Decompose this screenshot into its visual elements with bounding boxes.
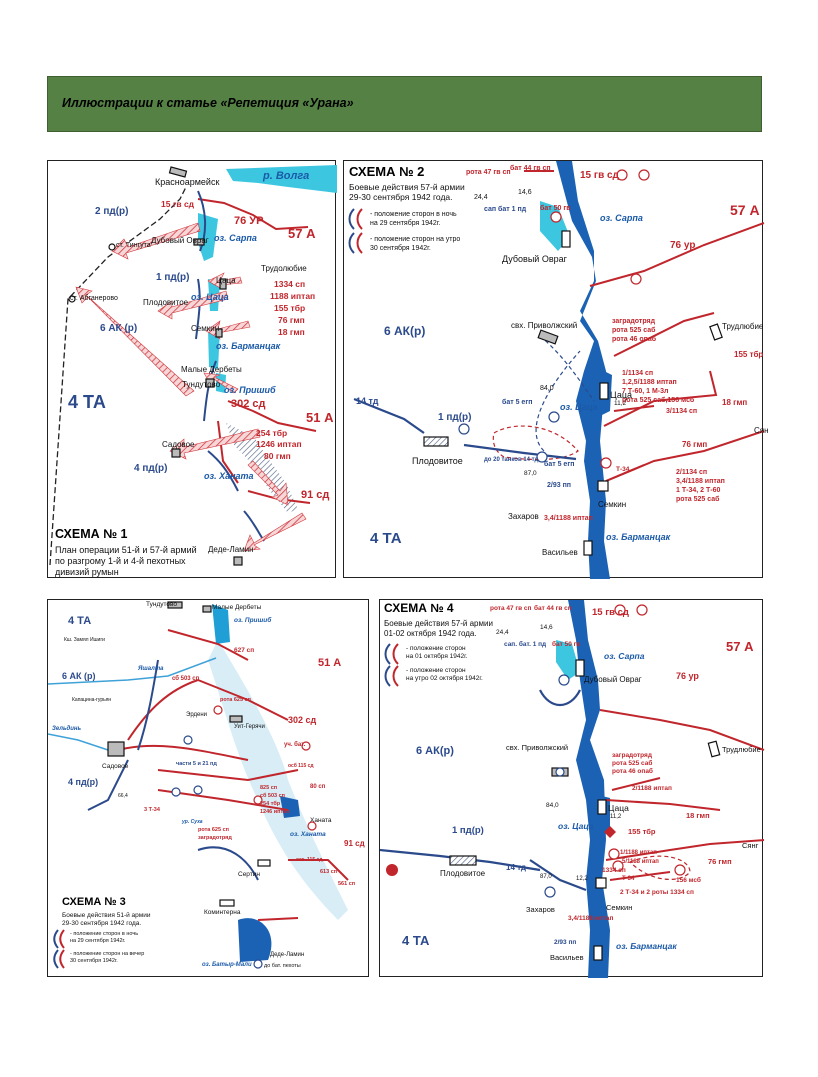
label-51a-3: 51 А [318, 657, 342, 669]
label-zagrad4-2: рота 525 саб [612, 760, 653, 767]
legend-arc-4a [386, 644, 391, 664]
scheme-3-legend-2b: 30 сентября 1942г. [70, 958, 118, 964]
label-4pd-3: 4 пд(р) [68, 777, 99, 787]
scheme-1-caption-3: дивизий румын [55, 567, 119, 577]
label-2-1188: 2/1188 иптап [632, 785, 672, 792]
label-6ak: 6 АК (р) [100, 323, 138, 334]
label-t34-2: Т-34 [616, 466, 630, 473]
label-semkin: Семкин [191, 324, 220, 333]
label-zelyonka: Зельдинь [52, 726, 82, 732]
line-76ur-4 [600, 710, 764, 750]
label-6ak-3: 6 АК (р) [62, 671, 96, 681]
river-zel [48, 734, 108, 750]
legend-arc-3b [60, 930, 64, 948]
label-zagrad-1: заградотряд [612, 318, 656, 325]
scheme-2-caption-1: Боевые действия 57-й армии [349, 182, 465, 192]
label-plodovitoe-4: Плодовитое [440, 869, 486, 878]
scheme-2-map [343, 160, 769, 578]
label-zakharov-4: Захаров [526, 905, 555, 914]
town-dubovy-4 [576, 660, 584, 676]
label-4ta-2: 4 ТА [370, 530, 402, 547]
legend-arc-2r [358, 233, 363, 253]
label-barmantsak-2: оз. Барманцак [606, 532, 671, 542]
legend-arc-2 [350, 233, 355, 253]
scheme-4-map [379, 599, 763, 977]
scheme-4-title: СХЕМА № 4 [384, 601, 454, 615]
town-trud [710, 324, 722, 340]
label-6ak-4: 6 АК(р) [416, 745, 454, 757]
label-sadovoe-3: Садовое [102, 763, 129, 770]
label-rota625: рота 625 сп [220, 697, 251, 703]
label-bat44: бат 44 гв сп [510, 165, 551, 172]
article-banner [47, 76, 762, 132]
label-bat5b: бат 5 егп [544, 461, 575, 468]
label-prishib-3: оз. Пришиб [234, 617, 272, 624]
legend-arc-1 [350, 209, 355, 229]
red-markers-4 [386, 826, 616, 876]
label-bat44-4: бат 44 гв сп [534, 605, 572, 612]
label-rota47-4: рота 47 гв сп [490, 605, 532, 612]
label-syan-4: Сянг [742, 841, 759, 850]
label-prishib: оз. Пришиб [224, 385, 276, 395]
label-tundutovo-3: Тундутово [146, 601, 178, 608]
label-krasnoarmeysk: Красноармейск [155, 177, 220, 187]
scheme-3-caption-2: 29-30 сентября 1942 года. [62, 920, 142, 927]
label-561sp: 561 сп [338, 881, 356, 887]
town-krasnoarmeysk [169, 167, 186, 177]
label-91sd: 91 сд [301, 489, 330, 501]
label-dubovy-4: Дубовый Овраг [584, 675, 642, 684]
blue-units-2 [459, 412, 559, 462]
blue-attacks-4 [380, 690, 586, 890]
label-malye-3: Малые Дербеты [212, 604, 262, 611]
scheme-3-title: СХЕМА № 3 [62, 896, 126, 908]
label-osk115b: оск. 115 сд [296, 857, 323, 863]
label-293pp: 2/93 пп [547, 482, 572, 489]
label-76gmp: 76 гмп [278, 315, 305, 325]
label-sadovoe: Садовое [162, 440, 195, 449]
label-1246iptap: 1246 иптап [256, 439, 302, 449]
label-h146: 14,6 [518, 189, 532, 196]
town-dede [234, 557, 242, 565]
label-tinguta: ст. Тингута [116, 242, 151, 249]
label-iptap34: 3,4/1188 иптап [544, 515, 593, 522]
label-156msb: 156 мсб [676, 877, 701, 884]
attack-sb503 [128, 680, 198, 740]
label-155tbr-4: 155 тбр [628, 827, 656, 836]
legend-arc-3c [54, 950, 58, 968]
scheme-3-caption-1: Боевые действия 51-й армии [62, 912, 151, 919]
marker-tinguta [109, 244, 115, 250]
scheme-1-title: СХЕМА № 1 [55, 527, 128, 541]
label-uit: Уит-Герячи [234, 724, 265, 730]
town-privolzh [538, 330, 558, 344]
label-zakharov: Захаров [508, 512, 539, 521]
legend-arc-3d [60, 950, 64, 968]
label-h840-4: 84,0 [546, 802, 559, 809]
front-dede [258, 918, 298, 920]
label-h146-4: 14,6 [540, 624, 553, 631]
label-15gvsd: 15 гв сд [161, 199, 195, 209]
scheme-3-map [47, 599, 369, 977]
label-4ta-3: 4 ТА [68, 615, 92, 627]
label-bat50: бат 50 гв [540, 205, 571, 212]
label-80gmp: 80 гмп [264, 451, 291, 461]
label-h870-4: 87,0 [540, 874, 552, 880]
scheme-4-legend-2a: - положение сторон [406, 667, 466, 674]
label-grp1134-4: рота 525 саб,156 мсб [622, 397, 695, 404]
town-vasiliev [584, 541, 592, 555]
town-semkin-4 [596, 878, 606, 888]
scheme-2-legend-2b: 30 сентября 1942г. [370, 245, 431, 252]
town-sertin [258, 860, 270, 866]
label-155tbr: 155 тбр [274, 303, 306, 313]
label-80sp: 80 сп [310, 784, 326, 790]
label-trudolyubie: Трудолюбие [261, 264, 307, 273]
label-4ta-4: 4 ТА [402, 933, 430, 948]
scheme-3-legend-2a: - положение сторон на вечер [70, 951, 145, 957]
legend-arc-4d [394, 666, 399, 686]
label-zagrad3-1: рота 625 сп [198, 827, 229, 833]
label-tanks-4: 2 Т-34 и 2 роты 1334 сп [620, 889, 694, 896]
label-uch: уч. бат. [284, 742, 306, 748]
town-plodovitoe-2 [424, 437, 448, 446]
label-infbat: до бат. пехоты [264, 963, 301, 969]
label-h246-4: 24,4 [496, 629, 509, 636]
label-h664: 66,4 [118, 793, 128, 799]
label-91sd-3: 91 сд [344, 839, 365, 848]
label-tsatsa-village: Цаца [216, 276, 236, 285]
label-grp2-3: 1 Т-34, 2 Т-60 [676, 487, 721, 494]
front-6ak [138, 660, 158, 750]
label-18gmp-4: 18 гмп [686, 811, 710, 820]
label-sarpa: оз. Сарпа [214, 233, 257, 243]
light-water [208, 640, 348, 920]
label-grp1134-1: 1/1134 сп [622, 370, 654, 377]
label-gursha: Капацина-гурьян [72, 697, 112, 703]
lake-batyr [238, 918, 271, 962]
label-sarpa-2: оз. Сарпа [600, 213, 643, 223]
scheme-1-map [47, 160, 336, 578]
label-tsatsa-4: оз. Цаца [558, 821, 594, 831]
label-1-1188: 1/1188 иптап [620, 850, 657, 856]
label-abganerovo: ст. Абганерово [70, 295, 118, 302]
town-plodovitoe-4 [450, 856, 476, 865]
label-privolzh: свх. Приволжский [511, 321, 578, 330]
label-zagrad-2: рота 525 саб [612, 327, 656, 334]
label-5-1188: 5/1188 иптап [622, 859, 659, 865]
label-h112-4: 11,2 [610, 814, 622, 820]
label-vasiliev: Васильев [542, 548, 578, 557]
label-3t34: 3 Т-34 [144, 807, 160, 813]
label-syan: Сян [754, 426, 769, 435]
scheme-4-caption-2: 01-02 октября 1942 года. [384, 629, 477, 638]
label-khanata-3: оз. Ханата [290, 831, 326, 838]
town-malye-3 [203, 606, 211, 612]
label-57a-2: 57 А [730, 202, 760, 218]
label-grp2-1: 2/1134 сп [676, 469, 708, 476]
label-tsatsa-v-2: Цаца [610, 390, 633, 400]
label-sertin: Сертин [238, 871, 260, 878]
label-15gvsd-2: 15 гв сд [580, 170, 619, 181]
label-zagrad4-3: рота 46 опаб [612, 768, 653, 775]
label-tanks20: до 20 танков 14 тд [484, 457, 539, 463]
label-grp825-2: сб 503 сп [260, 793, 285, 799]
label-1334sp: 1334 сп [274, 279, 306, 289]
label-grp2-4: рота 525 саб [676, 496, 720, 503]
towns-2 [424, 231, 722, 555]
label-osk115: осб 115 сд [288, 763, 314, 769]
label-76gmp-4: 76 гмп [708, 857, 732, 866]
label-komintern: Коминтерна [204, 909, 241, 916]
label-zagrad-3: рота 46 опаб [612, 336, 657, 343]
label-grp1134-3: 7 Т-60, 1 М-3л [622, 388, 669, 395]
town-komintern [220, 900, 234, 906]
attack-sadovoe [118, 746, 248, 760]
label-h870: 87,0 [524, 470, 537, 477]
blue-units-4 [545, 675, 569, 897]
label-malye: Малые Дербеты [181, 365, 242, 374]
label-18gmp: 18 гмп [278, 327, 305, 337]
scheme-2-legend-1b: на 29 сентября 1942г. [370, 220, 441, 227]
label-tsatsa-2: оз. Цаца [560, 402, 598, 412]
label-14td-4: 14 тд [506, 863, 527, 872]
scheme-1-caption-2: по разгрому 1-й и 4-й пехотных [55, 556, 186, 566]
label-vasiliev-4: Васильев [550, 953, 584, 962]
town-uit [230, 716, 242, 722]
label-grp1134-2: 1,2,5/1188 иптап [622, 379, 677, 386]
scheme-3-legend-1b: на 29 сентября 1942г. [70, 938, 126, 944]
scheme-4-legend-1a: - положение сторон [406, 645, 466, 652]
attack-dubovy-4 [540, 690, 580, 705]
label-trudolyub-4: Трудлюбие [722, 745, 761, 754]
label-sb503: сб 503 сп [172, 676, 200, 682]
legend-arc-1r [358, 209, 363, 229]
banner-title: Иллюстрации к статье «Репетиция «Урана» [62, 96, 354, 110]
label-bat5: бат 5 егп [502, 399, 533, 406]
label-57a: 57 А [288, 226, 316, 241]
legend-arc-3a [54, 930, 58, 948]
label-155tbr-2: 155 тбр [734, 350, 764, 359]
label-plodovitoe-2: Плодовитое [412, 456, 463, 466]
line-76ur [590, 223, 764, 286]
legend-arc-4b [394, 644, 399, 664]
label-plodovitoe: Плодовитое [143, 298, 189, 307]
label-4ta: 4 ТА [68, 392, 106, 412]
label-76ur-4: 76 ур [676, 671, 699, 681]
label-tundutovo: Тундутово [182, 380, 221, 389]
label-semkin-2: Семкин [598, 500, 627, 509]
label-3-1134: 3/1134 сп [666, 408, 698, 415]
label-iptap34-4: 3,4/1188 иптап [568, 915, 614, 922]
label-627sp: 627 сп [234, 647, 255, 654]
scheme-4-caption-1: Боевые действия 57-й армии [384, 619, 493, 628]
label-dubovy-2: Дубовый Овраг [502, 254, 567, 264]
scheme-4-legend-1b: на 01 октября 1942г. [406, 653, 468, 660]
label-sapbat-4: сап. бат. 1 пд [504, 641, 547, 648]
label-trudolyub: Трудлюбие [722, 322, 764, 331]
scheme-2-title: СХЕМА № 2 [349, 164, 425, 179]
label-rota47: рота 47 гв сп [466, 169, 511, 176]
label-khanata: оз. Ханата [204, 471, 254, 481]
label-h840: 84,0 [540, 385, 554, 392]
label-h122: 12,2 [576, 876, 588, 882]
label-76ur: 76 УР [234, 215, 264, 227]
label-15gvsd-4: 15 гв сд [592, 607, 629, 618]
label-sapbat: сап бат 1 пд [484, 206, 527, 213]
label-76ur-2: 76 ур [670, 240, 696, 251]
scheme-2-legend-2a: - положение сторон на утро [370, 236, 461, 243]
label-76gmp-2: 76 гмп [682, 440, 708, 449]
label-dede: Деде-Ламин [208, 545, 254, 554]
label-h246: 24,4 [474, 194, 488, 201]
label-613sp: 613 сп [320, 869, 338, 875]
town-dubovy-2 [562, 231, 570, 247]
scheme-4-legend-2b: на утро 02 октября 1942г. [406, 675, 483, 682]
town-trud-4 [708, 741, 719, 757]
label-302sd: 302 сд [231, 398, 266, 410]
label-1pd-4: 1 пд(р) [452, 825, 484, 836]
label-chasti: части 5 и 21 пд [176, 761, 217, 767]
label-h112: 11,2 [614, 400, 627, 407]
label-erdeni: Эрдени [186, 712, 208, 718]
label-semkin-4: Семкин [606, 903, 633, 912]
label-2pd: 2 пд(р) [95, 206, 129, 217]
label-zamyan: Кш. Замял Ишиги [64, 637, 105, 643]
label-privolzh-4: свх. Приволжский [506, 743, 569, 752]
label-sarpa-4: оз. Сарпа [604, 651, 645, 661]
label-suha: ур. Суха [182, 819, 203, 825]
scheme-1-caption-1: План операции 51-й и 57-й армий [55, 545, 197, 555]
label-bat50-4: бат 50 гв [552, 641, 581, 648]
label-dede-3: Деде-Ламин [270, 952, 305, 958]
scheme-2-caption-2: 29-30 сентября 1942 года. [349, 192, 453, 202]
label-1188iptap: 1188 иптап [270, 291, 316, 301]
label-dubovy: Дубовый Овраг [151, 236, 209, 245]
label-grp825-3: 254 тбр [260, 801, 281, 807]
town-semkin-2 [598, 481, 608, 491]
scheme-3-legend-1a: - положение сторон в ночь [70, 931, 139, 937]
label-14td: 14 тд [356, 396, 379, 406]
town-tsatsa-4 [598, 800, 606, 814]
label-grp2-2: 3,4/1188 иптап [676, 478, 725, 485]
scheme-2-legend-1a: - положение сторон в ночь [370, 211, 457, 218]
label-4pd: 4 пд(р) [134, 463, 168, 474]
town-tsatsa-2 [600, 383, 608, 399]
attack-14td-4 [530, 860, 586, 890]
label-volga: р. Волга [263, 170, 310, 182]
label-6ak-2: 6 АК(р) [384, 324, 426, 338]
town-sadovoe-3 [108, 742, 124, 756]
label-zagrad4-1: заградотряд [612, 752, 652, 759]
label-batyr: оз. Батыр-Мали [202, 962, 252, 968]
label-51a: 51 А [306, 410, 334, 425]
label-1334sp-4: 1334 сп [602, 867, 626, 874]
label-t34-4: Т-34 [622, 876, 635, 882]
label-barmantsak-4: оз. Барманцак [616, 941, 677, 951]
label-khanata-v: Ханата [310, 817, 332, 824]
label-tsatsa: оз. Цаца [191, 292, 229, 302]
label-grp825-1: 825 сп [260, 785, 278, 791]
label-barmantsak: оз. Барманцак [216, 341, 281, 351]
label-grp825-4: 1246 иптап [260, 809, 290, 815]
label-1pd-2: 1 пд(р) [438, 412, 472, 423]
town-vasiliev-4 [594, 946, 602, 960]
label-yashalta: Яшалта [138, 666, 164, 672]
legend-arc-4c [386, 666, 391, 686]
label-tsatsa-v-4: Цаца [608, 803, 629, 813]
label-zagrad3-2: заградотряд [198, 835, 232, 841]
label-1pd: 1 пд(р) [156, 272, 190, 283]
town-sadovoe [172, 449, 180, 457]
label-254tbr: 254 тбр [256, 428, 288, 438]
label-302sd-3: 302 сд [288, 715, 317, 725]
front-627 [168, 630, 248, 660]
label-293pp-4: 2/93 пп [554, 939, 577, 946]
label-57a-4: 57 А [726, 639, 754, 654]
label-18gmp-2: 18 гмп [722, 398, 748, 407]
